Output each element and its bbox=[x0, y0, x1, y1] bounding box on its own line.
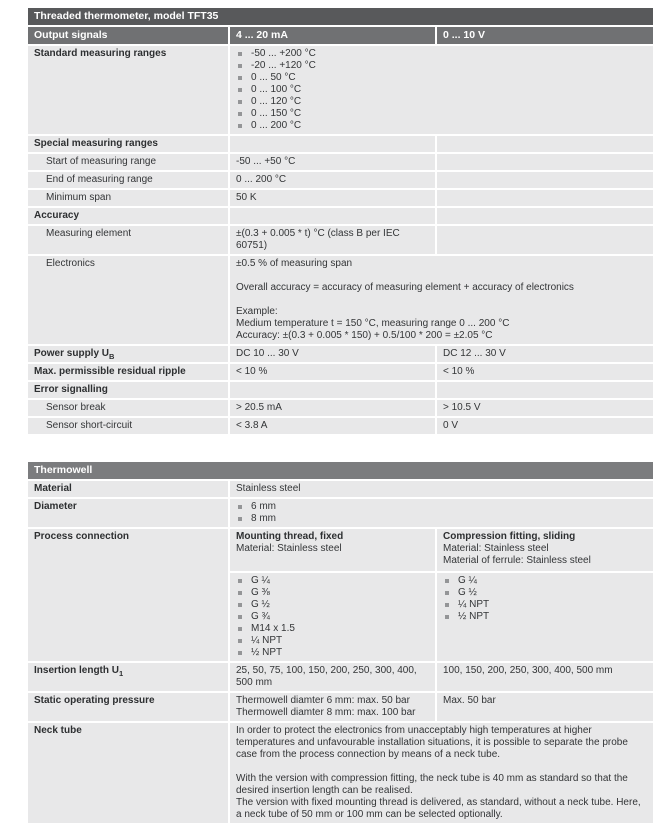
bullet-text: M14 x 1.5 bbox=[251, 623, 295, 634]
row-value-cell bbox=[437, 418, 653, 434]
table2-rows bbox=[28, 481, 653, 823]
bullet-square-icon bbox=[238, 505, 242, 509]
table-threaded-thermometer bbox=[28, 8, 653, 434]
row-value-cell bbox=[230, 693, 435, 721]
text-line: In order to protect the electronics from unacceptably high temperatures at higher temperatures and unfavourable installation situations, it is possible to separate the probe case from the process connection by means of a neck tube. bbox=[236, 725, 628, 760]
bullet-item bbox=[236, 575, 429, 587]
text-line: ±(0.3 + 0.005 * t) °C (class B per IEC 60751) bbox=[236, 228, 400, 251]
text-line: The version with fixed mounting thread is delivered, as standard, without a neck tube. Here, a neck tube of 50 mm or 100 mm can be selected optionally. bbox=[236, 797, 641, 820]
bullet-square-icon bbox=[238, 76, 242, 80]
bullet-text: G ¼ bbox=[458, 575, 477, 586]
text-line: < 10 % bbox=[236, 366, 268, 377]
row-label: Start of measuring range bbox=[28, 154, 228, 170]
text-line: Material of ferrule: Stainless steel bbox=[443, 555, 591, 566]
text-line: Material: Stainless steel bbox=[236, 543, 342, 554]
table-row bbox=[28, 256, 653, 344]
row-value-cell bbox=[437, 382, 653, 398]
row-value-cell bbox=[230, 46, 653, 134]
bullet-text: G ½ bbox=[251, 599, 270, 610]
cell-subheader: Compression fitting, sliding bbox=[443, 531, 576, 542]
cell-block bbox=[230, 529, 435, 571]
text-line: Example: bbox=[236, 306, 278, 317]
row-value-cell bbox=[437, 190, 653, 206]
column-header-output-signals: Output signals bbox=[28, 27, 228, 44]
row-value-cell bbox=[230, 136, 435, 152]
bullet-square-icon bbox=[238, 603, 242, 607]
row-value-cell bbox=[230, 346, 435, 362]
row-label: Standard measuring ranges bbox=[28, 46, 228, 134]
table-row bbox=[28, 346, 653, 362]
bullet-text: -20 ... +120 °C bbox=[251, 60, 316, 71]
table-gap bbox=[28, 436, 653, 462]
row-value-cell bbox=[230, 529, 435, 661]
table-row bbox=[28, 226, 653, 254]
row-label: Material bbox=[28, 481, 228, 497]
text-line: Material: Stainless steel bbox=[443, 543, 549, 554]
bullet-item bbox=[236, 513, 647, 525]
row-value-cell bbox=[230, 190, 435, 206]
cell-block bbox=[230, 573, 435, 661]
text-line: Overall accuracy = accuracy of measuring element + accuracy of electronics bbox=[236, 282, 574, 293]
row-label: End of measuring range bbox=[28, 172, 228, 188]
table-row bbox=[28, 190, 653, 206]
bullet-text: 0 ... 50 °C bbox=[251, 72, 296, 83]
bullet-square-icon bbox=[445, 603, 449, 607]
bullet-square-icon bbox=[445, 615, 449, 619]
bullet-square-icon bbox=[238, 100, 242, 104]
row-label: Special measuring ranges bbox=[28, 136, 228, 152]
row-value-cell bbox=[437, 364, 653, 380]
bullet-square-icon bbox=[238, 124, 242, 128]
bullet-square-icon bbox=[238, 112, 242, 116]
bullet-item bbox=[236, 599, 429, 611]
bullet-item bbox=[236, 635, 429, 647]
text-line: DC 10 ... 30 V bbox=[236, 348, 299, 359]
bullet-item bbox=[236, 647, 429, 659]
text-line: ±0.5 % of measuring span bbox=[236, 258, 353, 269]
table-row bbox=[28, 208, 653, 224]
bullet-square-icon bbox=[238, 517, 242, 521]
cell-subheader: Mounting thread, fixed bbox=[236, 531, 344, 542]
table-row bbox=[28, 529, 653, 661]
text-line: Thermowell diamter 6 mm: max. 50 bar bbox=[236, 695, 410, 706]
bullet-text: -50 ... +200 °C bbox=[251, 48, 316, 59]
text-line: Stainless steel bbox=[236, 483, 301, 494]
text-line bbox=[236, 270, 647, 282]
row-value-cell bbox=[230, 723, 653, 823]
table-row bbox=[28, 382, 653, 398]
text-line: < 3.8 A bbox=[236, 420, 268, 431]
text-line: With the version with compression fitting, the neck tube is 40 mm as standard so that the desired insertion length can be realised. bbox=[236, 773, 628, 796]
table-row bbox=[28, 693, 653, 721]
row-value-cell bbox=[437, 346, 653, 362]
bullet-square-icon bbox=[238, 651, 242, 655]
bullet-item bbox=[236, 84, 647, 96]
bullet-text: 8 mm bbox=[251, 513, 276, 524]
table-row bbox=[28, 663, 653, 691]
table-thermowell bbox=[28, 462, 653, 823]
bullet-square-icon bbox=[238, 64, 242, 68]
row-label: Error signalling bbox=[28, 382, 228, 398]
row-value-cell bbox=[437, 529, 653, 661]
table-row bbox=[28, 46, 653, 134]
column-header-voltage-output: 0 ... 10 V bbox=[437, 27, 653, 44]
bullet-item bbox=[236, 120, 647, 132]
bullet-text: 0 ... 150 °C bbox=[251, 108, 302, 119]
table1-column-header-row bbox=[28, 27, 653, 44]
row-value-cell bbox=[437, 208, 653, 224]
table-row bbox=[28, 418, 653, 434]
bullet-square-icon bbox=[238, 627, 242, 631]
text-line: -50 ... +50 °C bbox=[236, 156, 296, 167]
row-label: Neck tube bbox=[28, 723, 228, 823]
bullet-item bbox=[236, 108, 647, 120]
bullet-item bbox=[236, 60, 647, 72]
bullet-item bbox=[443, 575, 647, 587]
row-value-cell bbox=[437, 226, 653, 254]
row-value-cell bbox=[437, 400, 653, 416]
bullet-item bbox=[443, 611, 647, 623]
row-label: Process connection bbox=[28, 529, 228, 661]
row-value-cell bbox=[437, 693, 653, 721]
text-line: 50 K bbox=[236, 192, 257, 203]
cell-block bbox=[437, 573, 653, 661]
bullet-item bbox=[236, 96, 647, 108]
text-line: > 20.5 mA bbox=[236, 402, 282, 413]
bullet-text: 0 ... 200 °C bbox=[251, 120, 302, 131]
row-value-cell bbox=[437, 136, 653, 152]
row-value-cell bbox=[230, 382, 435, 398]
text-line bbox=[236, 761, 647, 773]
bullet-text: ½ NPT bbox=[251, 647, 283, 658]
row-label: Static operating pressure bbox=[28, 693, 228, 721]
row-value-cell bbox=[230, 400, 435, 416]
bullet-item bbox=[236, 501, 647, 513]
bullet-square-icon bbox=[238, 579, 242, 583]
table-row bbox=[28, 499, 653, 527]
column-header-current-output: 4 ... 20 mA bbox=[230, 27, 435, 44]
bullet-square-icon bbox=[445, 579, 449, 583]
text-line: 0 ... 200 °C bbox=[236, 174, 287, 185]
table-row bbox=[28, 723, 653, 823]
table1-rows bbox=[28, 46, 653, 434]
table-row bbox=[28, 364, 653, 380]
row-value-cell bbox=[230, 418, 435, 434]
table2-title-band: Thermowell bbox=[28, 462, 653, 479]
row-label: Insertion length $U_1$ bbox=[28, 663, 228, 691]
row-label: Minimum span bbox=[28, 190, 228, 206]
bullet-text: 0 ... 120 °C bbox=[251, 96, 302, 107]
text-line: < 10 % bbox=[443, 366, 475, 377]
table-row bbox=[28, 400, 653, 416]
row-label: Sensor short-circuit bbox=[28, 418, 228, 434]
text-line: > 10.5 V bbox=[443, 402, 481, 413]
bullet-item bbox=[236, 587, 429, 599]
text-line: DC 12 ... 30 V bbox=[443, 348, 506, 359]
row-label: Diameter bbox=[28, 499, 228, 527]
row-value-cell bbox=[230, 663, 435, 691]
bullet-item bbox=[236, 48, 647, 60]
row-label: Max. permissible residual ripple bbox=[28, 364, 228, 380]
row-value-cell bbox=[437, 154, 653, 170]
text-line: 25, 50, 75, 100, 150, 200, 250, 300, 400, 500 mm bbox=[236, 665, 417, 688]
table-row bbox=[28, 172, 653, 188]
row-label: Electronics bbox=[28, 256, 228, 344]
bullet-item bbox=[443, 587, 647, 599]
row-label: Accuracy bbox=[28, 208, 228, 224]
row-value-cell bbox=[230, 256, 653, 344]
row-value-cell bbox=[230, 208, 435, 224]
text-line: 100, 150, 200, 250, 300, 400, 500 mm bbox=[443, 665, 613, 676]
cell-block bbox=[437, 529, 653, 571]
row-label: Power supply $U_B$ bbox=[28, 346, 228, 362]
row-value-cell bbox=[437, 663, 653, 691]
bullet-text: 6 mm bbox=[251, 501, 276, 512]
bullet-text: ½ NPT bbox=[458, 611, 490, 622]
text-line: 0 V bbox=[443, 420, 459, 431]
row-value-cell bbox=[230, 364, 435, 380]
row-value-cell bbox=[230, 154, 435, 170]
table1-title-band: Threaded thermometer, model TFT35 bbox=[28, 8, 653, 25]
bullet-square-icon bbox=[238, 88, 242, 92]
table-row bbox=[28, 154, 653, 170]
bullet-text: G ½ bbox=[458, 587, 477, 598]
bullet-square-icon bbox=[238, 615, 242, 619]
label-subscript: 1 bbox=[119, 669, 124, 678]
text-line: Max. 50 bar bbox=[443, 695, 496, 706]
bullet-item bbox=[236, 623, 429, 635]
bullet-item bbox=[236, 611, 429, 623]
bullet-square-icon bbox=[238, 591, 242, 595]
bullet-text: ¼ NPT bbox=[251, 635, 283, 646]
text-line: Medium temperature t = 150 °C, measuring range 0 ... 200 °C bbox=[236, 318, 510, 329]
bullet-text: G ¼ bbox=[251, 575, 270, 586]
row-label: Sensor break bbox=[28, 400, 228, 416]
row-value-cell bbox=[230, 499, 653, 527]
text-line: Accuracy: ±(0.3 + 0.005 * 150) + 0.5/100 * 200 = ±2.05 °C bbox=[236, 330, 493, 341]
text-line: Thermowell diamter 8 mm: max. 100 bar bbox=[236, 707, 416, 718]
bullet-text: G ⅜ bbox=[251, 587, 270, 598]
table-row bbox=[28, 481, 653, 497]
bullet-square-icon bbox=[238, 639, 242, 643]
row-label: Measuring element bbox=[28, 226, 228, 254]
table-row bbox=[28, 136, 653, 152]
row-value-cell bbox=[437, 172, 653, 188]
bullet-item bbox=[236, 72, 647, 84]
bullet-square-icon bbox=[238, 52, 242, 56]
bullet-text: G ¾ bbox=[251, 611, 270, 622]
row-value-cell bbox=[230, 172, 435, 188]
bullet-text: ¼ NPT bbox=[458, 599, 490, 610]
bullet-item bbox=[443, 599, 647, 611]
bullet-square-icon bbox=[445, 591, 449, 595]
label-subscript: B bbox=[109, 352, 115, 361]
row-value-cell bbox=[230, 226, 435, 254]
row-value-cell bbox=[230, 481, 653, 497]
text-line bbox=[236, 294, 647, 306]
bullet-text: 0 ... 100 °C bbox=[251, 84, 302, 95]
